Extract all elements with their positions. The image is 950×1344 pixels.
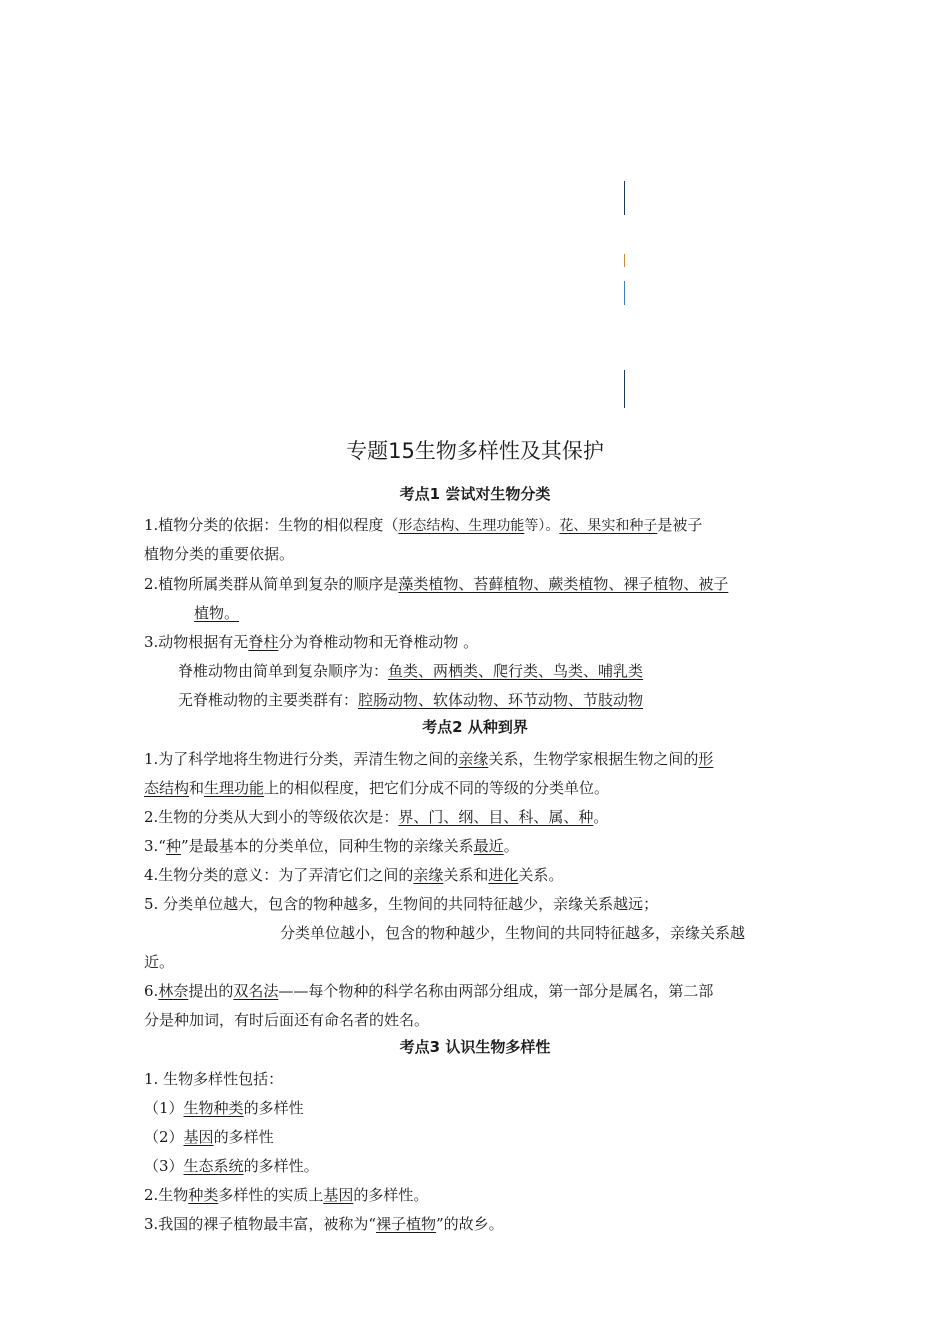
s2-p5-line3: 近。 — [144, 953, 175, 971]
s2-p4: 4.生物分类的意义：为了弄清它们之间的亲缘关系和进化关系。 — [144, 866, 564, 884]
s2-p6-line1: 6.林奈提出的双名法——每个物种的科学名称由两部分组成，第一部分是属名，第二部 — [144, 982, 714, 1000]
section2-heading: 考点2 从种到界 — [422, 718, 528, 736]
decor-mark-1 — [624, 181, 625, 215]
s1-p3: 3.动物根据有无脊柱分为脊椎动物和无脊椎动物 。 — [144, 633, 479, 651]
s3-p1: 1. 生物多样性包括： — [144, 1070, 284, 1088]
s2-p1-line2: 态结构和生理功能上的相似程度，把它们分成不同的等级的分类单位。 — [144, 779, 610, 797]
s2-p2: 2.生物的分类从大到小的等级依次是：界、门、纲、目、科、属、种。 — [144, 808, 609, 826]
s2-p6-line2: 分是种加词，有时后面还有命名者的姓名。 — [144, 1011, 430, 1029]
page-title: 专题15生物多样性及其保护 — [346, 439, 604, 463]
s1-p2-line2: 植物。 — [194, 604, 240, 622]
s3-p3: 3.我国的裸子植物最丰富，被称为“裸子植物”的故乡。 — [144, 1215, 504, 1233]
s3-item-2: （2）基因的多样性 — [144, 1128, 274, 1146]
s1-p1-line1: 1.植物分类的依据：生物的相似程度（形态结构、生理功能等）。花、果实和种子是被子 — [144, 516, 703, 534]
decor-mark-4 — [624, 370, 625, 408]
s3-item-1: （1）生物种类的多样性 — [144, 1099, 304, 1117]
s2-p5-line2: 分类单位越小，包含的物种越少，生物间的共同特征越多，亲缘关系越 — [280, 924, 746, 942]
s2-p5-line1: 5. 分类单位越大，包含的物种越多，生物间的共同特征越少，亲缘关系越远； — [144, 895, 659, 913]
s2-p1-line1: 1.为了科学地将生物进行分类，弄清生物之间的亲缘关系，生物学家根据生物之间的形 — [144, 750, 714, 768]
section3-heading: 考点3 认识生物多样性 — [399, 1038, 551, 1056]
s1-p4: 脊椎动物由简单到复杂顺序为：鱼类、两栖类、爬行类、鸟类、哺乳类 — [178, 662, 644, 680]
decor-mark-3 — [624, 281, 625, 305]
s1-p1-line2: 植物分类的重要依据。 — [144, 545, 295, 563]
s3-p2: 2.生物种类多样性的实质上基因的多样性。 — [144, 1186, 429, 1204]
s2-p3: 3.“种”是最基本的分类单位，同种生物的亲缘关系最近。 — [144, 837, 519, 855]
s1-p2-line1: 2.植物所属类群从简单到复杂的顺序是藻类植物、苔藓植物、蕨类植物、裸子植物、被子 — [144, 575, 729, 593]
decor-mark-2 — [624, 254, 625, 267]
section1-heading: 考点1 尝试对生物分类 — [399, 485, 551, 503]
s3-item-3: （3）生态系统的多样性。 — [144, 1157, 319, 1175]
s1-p5: 无脊椎动物的主要类群有：腔肠动物、软体动物、环节动物、节肢动物 — [178, 691, 644, 709]
